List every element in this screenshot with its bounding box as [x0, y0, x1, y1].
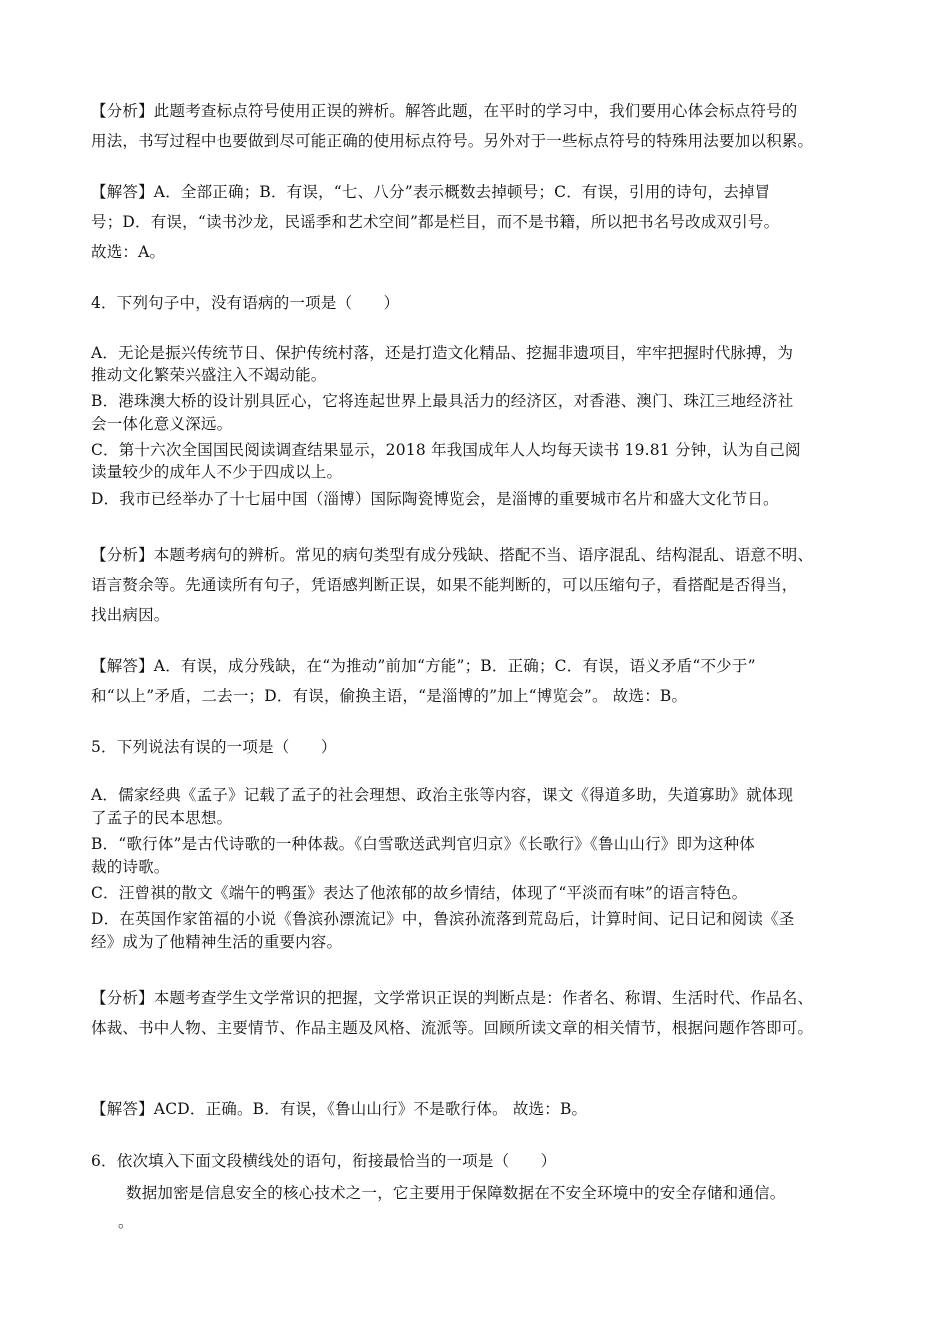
q5-option-line: 经》成为了他精神生活的重要内容。: [91, 933, 343, 951]
q5-option-line: D．在英国作家笛福的小说《鲁滨孙漂流记》中，鲁滨孙流落到荒岛后，计算时间、记日记和阅读《圣: [91, 910, 795, 928]
q5-stem: 5．下列说法有误的一项是（ ）: [91, 738, 337, 756]
q6-passage-line: 。: [118, 1213, 134, 1231]
q4-analysis-line: 找出病因。: [91, 606, 170, 624]
q4-option-line: D．我市已经举办了十七届中国（淄博）国际陶瓷博览会，是淄博的重要城市名片和盛大文化节日。: [91, 490, 779, 508]
q4-analysis-line: 【分析】本题考病句的辨析。常见的病句类型有成分残缺、搭配不当、语序混乱、结构混乱、语意不明、: [91, 546, 814, 564]
q4-option-line: 读量较少的成年人不少于四成以上。: [91, 463, 343, 481]
q4-option-line: 推动文化繁荣兴盛注入不竭动能。: [91, 366, 327, 384]
q5-analysis-line: 体裁、书中人物、主要情节、作品主题及风格、流派等。回顾所读文章的相关情节，根据问题作答即可。: [91, 1019, 814, 1037]
q5-option-line: 裁的诗歌。: [91, 858, 170, 876]
q3-answer-line: 【解答】A．全部正确；B．有误，“七、八分”表示概数去掉顿号；C．有误，引用的诗句，去掉冒: [91, 183, 771, 201]
q4-option-line: B．港珠澳大桥的设计别具匠心，它将连起世界上最具活力的经济区，对香港、澳门、珠江三地经济社: [91, 392, 794, 410]
q4-option-line: 会一体化意义深远。: [91, 415, 233, 433]
q4-option-line: C．第十六次全国国民阅读调查结果显示，2018 年我国成年人人均每天读书 19.81 分钟，认为自己阅: [91, 441, 801, 459]
q4-answer-line: 和“以上”矛盾，二去一；D．有误，偷换主语，“是淄博的”加上“博览会”。 故选：B。: [91, 687, 688, 705]
q6-stem: 6．依次填入下面文段横线处的语句，衔接最恰当的一项是（ ）: [91, 1152, 557, 1170]
q4-answer-line: 【解答】A．有误，成分残缺，在“为推动”前加“方能”；B．正确；C．有误，语义矛盾“不少于”: [91, 657, 756, 675]
q4-stem: 4．下列句子中，没有语病的一项是（ ）: [91, 294, 400, 312]
q5-analysis-line: 【分析】本题考查学生文学常识的把握，文学常识正误的判断点是：作者名、称谓、生活时代、作品名、: [91, 989, 814, 1007]
q3-analysis-line: 【分析】此题考查标点符号使用正误的辨析。解答此题，在平时的学习中，我们要用心体会标点符号的: [91, 102, 798, 120]
q4-option-line: A．无论是振兴传统节日、保护传统村落，还是打造文化精品、挖掘非遗项目，牢牢把握时代脉搏，为: [91, 344, 794, 362]
q5-option-line: B．“歌行体”是古代诗歌的一种体裁。《白雪歌送武判官归京》《长歌行》《鲁山山行》即为这种体: [91, 835, 755, 853]
q5-option-line: C．汪曾祺的散文《端午的鸭蛋》表达了他浓郁的故乡情结，体现了“平淡而有味”的语言特色。: [91, 884, 748, 902]
q5-option-line: 了孟子的民本思想。: [91, 809, 233, 827]
q3-analysis-line: 用法，书写过程中也要做到尽可能正确的使用标点符号。另外对于一些标点符号的特殊用法要加以积累。: [91, 132, 814, 150]
q4-analysis-line: 语言赘余等。先通读所有句子，凭语感判断正误，如果不能判断的，可以压缩句子，看搭配是否得当，: [91, 576, 798, 594]
q5-option-line: A．儒家经典《孟子》记载了孟子的社会理想、政治主张等内容，课文《得道多助，失道寡助》就体现: [91, 786, 794, 804]
q6-passage-line: 数据加密是信息安全的核心技术之一，它主要用于保障数据在不安全环境中的安全存储和通信。: [126, 1184, 786, 1202]
q3-answer-line: 故选：A。: [91, 243, 166, 261]
q3-answer-line: 号；D．有误，“读书沙龙，民谣季和艺术空间”都是栏目，而不是书籍，所以把书名号改成双引号。: [91, 213, 780, 231]
q5-answer: 【解答】ACD．正确。B．有误，《鲁山山行》不是歌行体。 故选：B。: [91, 1100, 588, 1118]
